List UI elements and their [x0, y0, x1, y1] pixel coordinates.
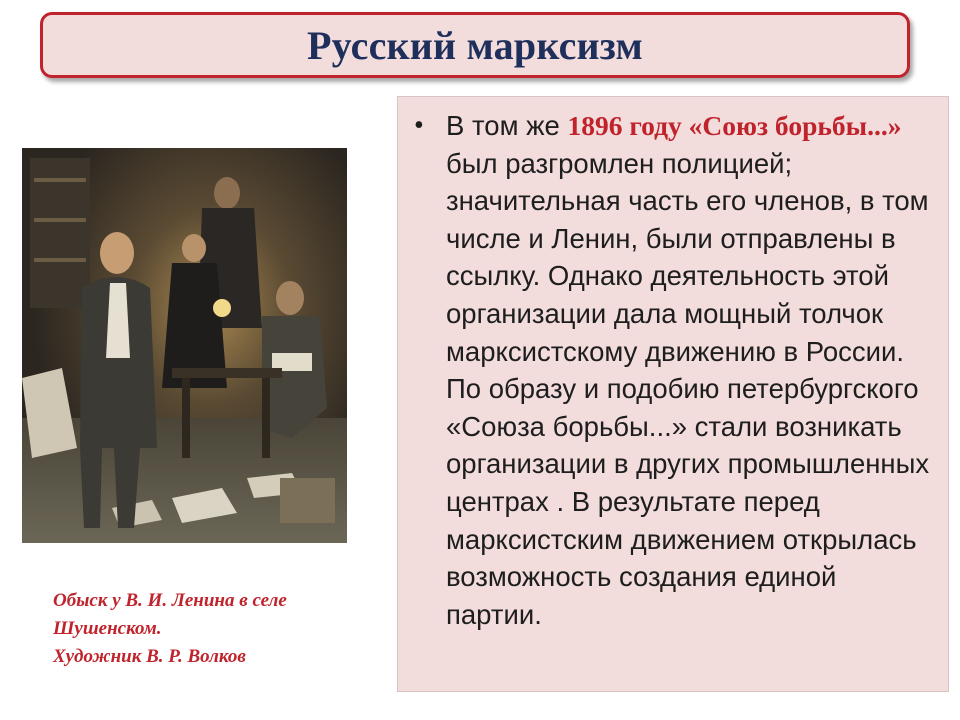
title-banner — [40, 12, 910, 78]
painting-caption — [53, 587, 373, 671]
caption-line-2: Шушенском. — [53, 618, 162, 639]
body-text-part2: был разгромлен полицией; значительная часть его членов, в том числе и Ленин, были отправлены в ссылку. Однако деятельность этой организации дала мощный толчок марксистскому движению в России. По образу и подобию петербургского «Союза борьбы...» стали возникать организации в других промышленных центрах . В результате перед марксистским движением открылась возможность создания единой партии. — [446, 147, 930, 630]
bullet-paragraph — [446, 107, 934, 633]
bullet-item — [408, 107, 934, 633]
body-text-part1: В том же — [446, 110, 568, 141]
painting-illustration — [22, 148, 347, 543]
caption-line-1: Обыск у В. И. Ленина в селе — [53, 590, 287, 611]
text-panel — [397, 96, 949, 692]
caption-line-3: Художник В. Р. Волков — [53, 646, 246, 667]
slide-title: Русский марксизм — [307, 22, 643, 68]
painting-image — [22, 148, 347, 543]
bullet-dot-icon: • — [414, 110, 424, 141]
body-highlight: 1896 году «Союз борьбы...» — [567, 110, 902, 141]
